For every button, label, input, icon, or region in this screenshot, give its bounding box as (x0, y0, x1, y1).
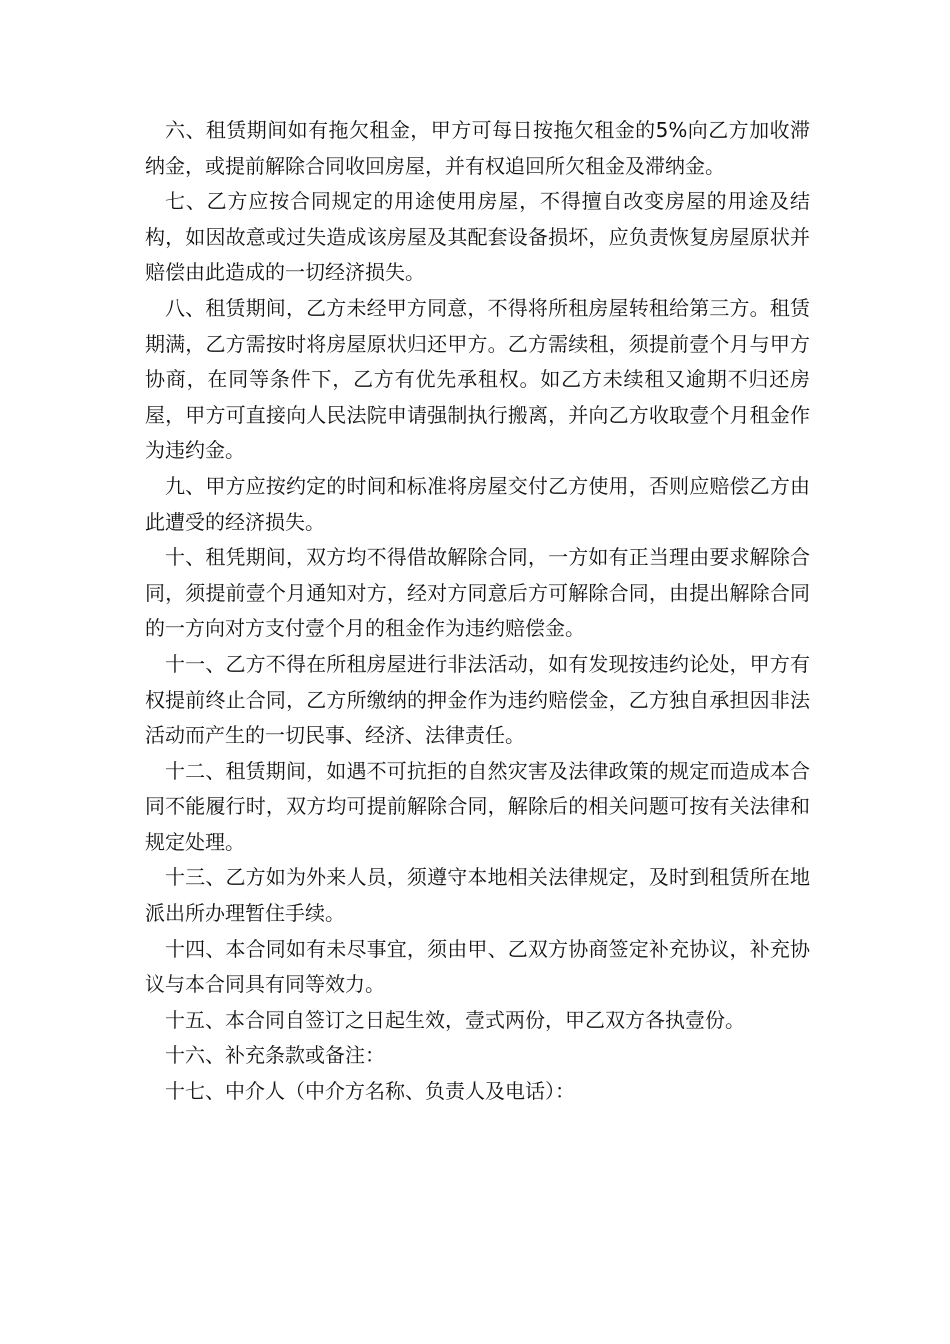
clause-17: 十七、中介人（中介方名称、负责人及电话）： (165, 1079, 575, 1104)
clause-10: 十、租凭期间，双方均不得借故解除合同，一方如有正当理由要求解除合同，须提前壹个月通知对方，经对方同意后方可解除合同，由提出解除合同的一方向对方支付壹个月的租金作为违约赔偿金。 (145, 545, 810, 641)
clause-16: 十六、补充条款或备注： (165, 1043, 385, 1068)
clause-13: 十三、乙方如为外来人员，须遵守本地相关法律规定，及时到租赁所在地派出所办理暂住手续。 (145, 865, 810, 926)
clause-6: 六、租赁期间如有拖欠租金，甲方可每日按拖欠租金的5%向乙方加收滞纳金，或提前解除合同收回房屋，并有权追回所欠租金及滞纳金。 (145, 118, 810, 178)
clause-14: 十四、本合同如有未尽事宜，须由甲、乙双方协商签定补充协议，补充协议与本合同具有同等效力。 (145, 936, 810, 997)
document-body (145, 113, 810, 1110)
clause-9: 九、甲方应按约定的时间和标准将房屋交付乙方使用，否则应赔偿乙方由此遭受的经济损失。 (145, 473, 810, 534)
clause-11: 十一、乙方不得在所租房屋进行非法活动，如有发现按违约论处，甲方有权提前终止合同，乙方所缴纳的押金作为违约赔偿金，乙方独自承担因非法活动而产生的一切民事、经济、法律责任。 (145, 651, 810, 748)
clause-15: 十五、本合同自签订之日起生效，壹式两份，甲乙双方各执壹份。 (165, 1007, 745, 1032)
clause-7: 七、乙方应按合同规定的用途使用房屋，不得擅自改变房屋的用途及结构，如因故意或过失造成该房屋及其配套设备损坏，应负责恢复房屋原状并赔偿由此造成的一切经济损失。 (145, 189, 810, 285)
clause-12: 十二、租赁期间，如遇不可抗拒的自然灾害及法律政策的规定而造成本合同不能履行时，双方均可提前解除合同，解除后的相关问题可按有关法律和规定处理。 (145, 758, 810, 854)
clause-8: 八、租赁期间，乙方未经甲方同意，不得将所租房屋转租给第三方。租赁期满，乙方需按时将房屋原状归还甲方。乙方需续租，须提前壹个月与甲方协商，在同等条件下，乙方有优先承租权。如乙方未续租又逾期不归还房屋，甲方可直接向人民法院申请强制执行搬离，并向乙方收取壹个月租金作为违约金。 (145, 295, 810, 463)
